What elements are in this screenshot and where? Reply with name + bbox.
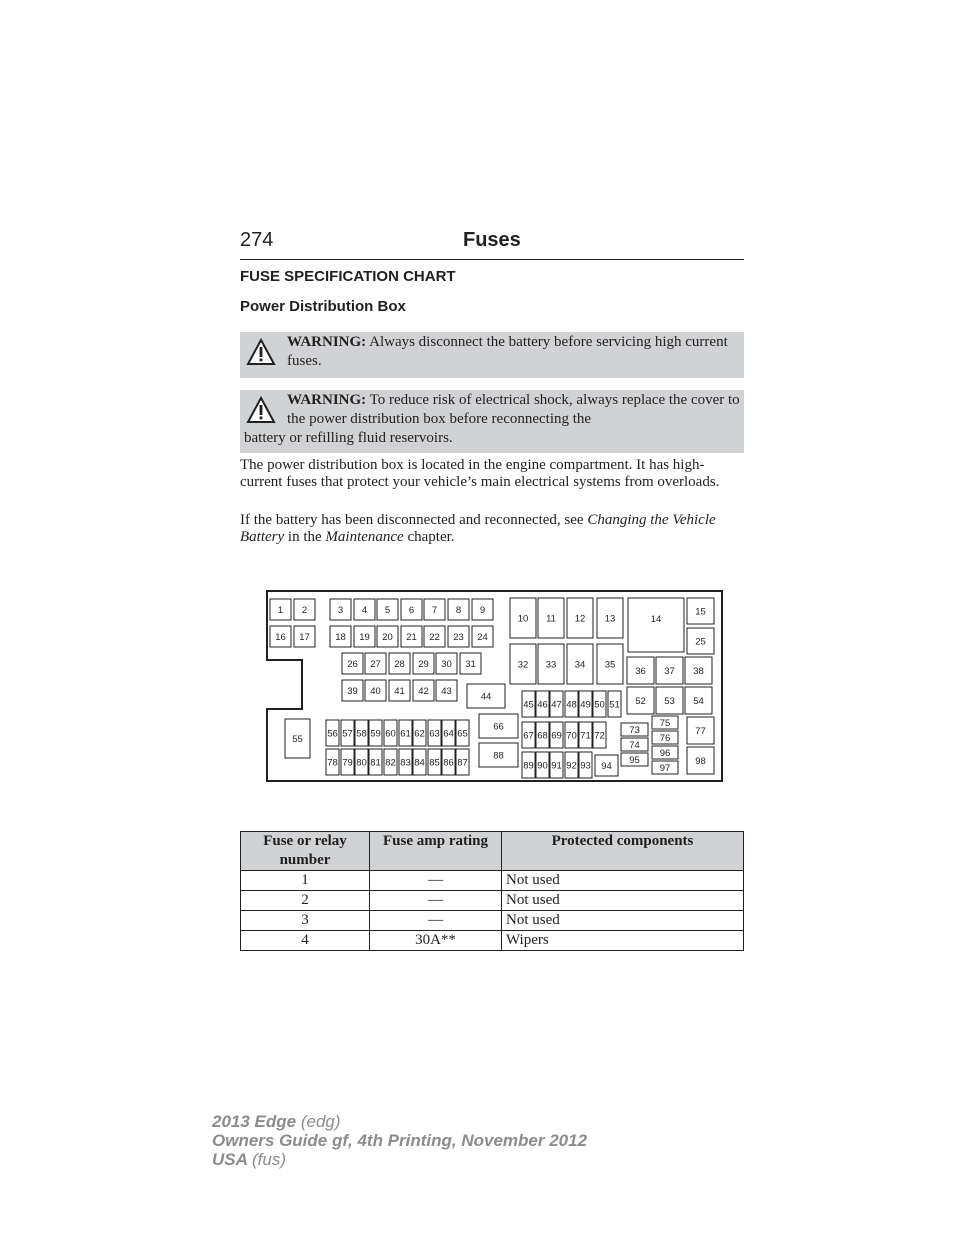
fuse-slot	[628, 598, 684, 652]
fuse-slot-label: 49	[580, 699, 591, 711]
fuse-slot-label: 31	[465, 659, 476, 670]
warning-text	[287, 391, 742, 429]
fuse-slot-label: 3	[337, 605, 344, 616]
fuse-slot-label: 67	[523, 730, 534, 742]
protected-component: Not used	[502, 891, 744, 911]
fuse-slot-label: 1	[277, 605, 284, 616]
fuse-slot-label: 84	[414, 757, 425, 769]
fuse-slot-label: 65	[457, 728, 468, 740]
fuse-slot-label: 39	[347, 686, 358, 697]
fuse-slot-label: 26	[347, 659, 358, 670]
amp-rating: —	[370, 871, 502, 891]
warning-box	[240, 332, 744, 378]
footer	[212, 1112, 587, 1169]
header-divider	[240, 259, 744, 260]
fuse-slot-label: 40	[370, 686, 381, 697]
table-row	[241, 891, 744, 911]
subsection-heading: Power Distribution Box	[240, 298, 406, 315]
warning-message: To reduce risk of electrical shock, always replace the cover to the power distribution box before reconnecting the	[287, 392, 740, 427]
footer-model: 2013 Edge	[212, 1112, 297, 1131]
fuse-slot-label: 79	[342, 757, 353, 769]
warning-triangle-icon	[246, 338, 276, 366]
fuse-slot-label: 9	[479, 605, 486, 616]
fuse-slot-label: 63	[429, 728, 440, 740]
fuse-slot-label: 16	[275, 632, 286, 643]
fuse-slot-label: 8	[455, 605, 462, 616]
cross-reference: Maintenance	[325, 529, 404, 545]
fuse-slot-label: 37	[664, 666, 675, 677]
fuse-slot-label: 86	[443, 757, 454, 769]
section-heading: FUSE SPECIFICATION CHART	[240, 268, 456, 285]
footer-code: (fus)	[252, 1150, 286, 1169]
footer-line	[212, 1150, 587, 1169]
fuse-slot-label: 23	[453, 632, 464, 643]
table-header-row	[241, 832, 744, 871]
fuse-slot-label: 51	[609, 699, 620, 711]
fuse-slot-label: 5	[384, 605, 391, 616]
fuse-slot-label: 41	[394, 686, 405, 697]
page-title: Fuses	[463, 229, 521, 251]
fuse-slot-label: 11	[546, 613, 556, 625]
fuse-slot-label: 77	[695, 726, 706, 737]
table-row	[241, 931, 744, 951]
fuse-slot-label: 25	[695, 636, 706, 648]
footer-region: USA	[212, 1150, 248, 1169]
warning-message: Always disconnect the battery before servicing high current fuses.	[287, 334, 728, 369]
fuse-slot-label: 29	[418, 659, 429, 670]
fuse-slot-label: 19	[359, 632, 370, 643]
fuse-slot-label: 70	[566, 730, 577, 742]
fuse-slot-label: 89	[523, 760, 534, 772]
column-header: Protected components	[502, 832, 744, 871]
fuse-slot-label: 12	[574, 613, 586, 625]
fuse-slot-label: 30	[441, 659, 452, 670]
fuse-slot-label: 36	[635, 666, 646, 677]
fuse-slot-label: 95	[629, 755, 640, 766]
protected-component: Not used	[502, 871, 744, 891]
fuse-slot-label: 55	[292, 734, 303, 745]
warning-message-continuation: battery or refilling fluid reservoirs.	[244, 430, 453, 446]
fuse-slot-label: 33	[545, 659, 557, 671]
fuse-slot-label: 85	[429, 757, 440, 769]
paragraph-text: in the	[284, 529, 326, 545]
fuse-number: 1	[241, 871, 370, 891]
fuse-slot-label: 45	[523, 699, 534, 711]
warning-box	[240, 390, 744, 453]
protected-component: Wipers	[502, 931, 744, 951]
fuse-slot-label: 90	[537, 760, 548, 772]
fuse-slot-label: 59	[370, 728, 381, 740]
fuse-slot-label: 76	[659, 733, 671, 744]
warning-triangle-icon	[246, 396, 276, 424]
fuse-slot-label: 93	[580, 760, 591, 772]
fuse-slot-label: 42	[418, 686, 429, 697]
table-row	[241, 911, 744, 931]
fuse-slot-label: 81	[370, 757, 381, 769]
fuse-slot-label: 82	[385, 757, 396, 769]
fuse-slot-label: 34	[574, 659, 586, 671]
fuse-slot-label: 7	[431, 605, 438, 616]
fuse-slot-label: 54	[693, 696, 704, 707]
fuse-box-diagram	[265, 590, 725, 784]
fuse-slot-label: 6	[408, 605, 415, 616]
protected-component: Not used	[502, 911, 744, 931]
fuse-slot-label: 32	[517, 659, 529, 671]
fuse-slot-label: 18	[335, 632, 346, 643]
fuse-slot-label: 61	[400, 728, 411, 740]
fuse-slot-label: 60	[385, 728, 396, 740]
fuse-slot-label: 28	[394, 659, 405, 670]
amp-rating: 30A**	[370, 931, 502, 951]
fuse-slot-label: 96	[659, 748, 671, 759]
footer-code: (edg)	[300, 1112, 341, 1131]
fuse-slot-label: 38	[693, 666, 704, 677]
fuse-number: 2	[241, 891, 370, 911]
fuse-slot-label: 80	[356, 757, 367, 769]
fuse-spec-table	[240, 831, 744, 951]
fuse-slot-label: 91	[551, 760, 562, 772]
fuse-slot-label: 64	[443, 728, 454, 740]
fuse-slot-label: 53	[664, 696, 675, 707]
fuse-slot-label: 24	[477, 632, 488, 643]
fuse-slot-label: 58	[356, 728, 367, 740]
page-number: 274	[240, 229, 274, 251]
fuse-number: 4	[241, 931, 370, 951]
fuse-slot-label: 88	[493, 750, 504, 762]
fuse-slot-label: 15	[695, 606, 706, 618]
fuse-slot-label: 35	[604, 659, 616, 671]
fuse-slot-label: 75	[659, 718, 671, 729]
fuse-slot-label: 50	[594, 699, 605, 711]
fuse-slot-label: 56	[327, 728, 338, 740]
fuse-slot-label: 87	[457, 757, 468, 769]
warning-label: WARNING:	[287, 392, 367, 408]
paragraph-text: chapter.	[403, 529, 455, 545]
fuse-slot-label: 94	[601, 761, 612, 772]
footer-line: Owners Guide gf, 4th Printing, November 2012	[212, 1131, 588, 1150]
fuse-slot-label: 52	[635, 696, 646, 707]
fuse-slot-label: 71	[580, 730, 591, 742]
fuse-slot-label: 57	[342, 728, 353, 740]
warning-label: WARNING:	[287, 334, 367, 350]
fuse-slot-label: 78	[327, 757, 338, 769]
body-paragraph	[240, 512, 744, 546]
fuse-slot-label: 48	[566, 699, 577, 711]
fuse-slot-label: 66	[493, 721, 504, 733]
fuse-number: 3	[241, 911, 370, 931]
fuse-slot-label: 68	[537, 730, 548, 742]
amp-rating: —	[370, 891, 502, 911]
fuse-slot-label: 20	[382, 632, 393, 643]
fuse-slot-label: 27	[370, 659, 381, 670]
fuse-slot-label: 62	[414, 728, 425, 740]
body-paragraph: The power distribution box is located in the engine compartment. It has high-current fuses that protect your vehicle’s main electrical systems from overloads.	[240, 457, 720, 490]
fuse-slot-label: 73	[629, 725, 640, 736]
fuse-slot-label: 2	[301, 605, 308, 616]
amp-rating: —	[370, 911, 502, 931]
fuse-slot-label: 14	[650, 614, 662, 625]
cross-reference: Changing the Vehicle Battery	[240, 512, 716, 545]
fuse-slot-label: 74	[629, 740, 640, 751]
fuse-slot-label: 97	[659, 763, 671, 774]
fuse-slot-label: 17	[299, 632, 310, 643]
fuse-slot-label: 4	[361, 605, 368, 616]
fuse-slot-label: 98	[695, 756, 706, 767]
fuse-slot-label: 72	[594, 730, 605, 742]
column-header: Fuse or relay number	[241, 832, 370, 871]
fuse-slot-label: 10	[517, 613, 529, 625]
fuse-slot-label: 83	[400, 757, 411, 769]
fuse-slot-label: 43	[441, 686, 452, 697]
fuse-slot-label: 44	[480, 691, 492, 703]
warning-text	[287, 333, 739, 371]
column-header: Fuse amp rating	[370, 832, 502, 871]
fuse-slot-label: 92	[566, 760, 577, 772]
fuse-slot-label: 21	[406, 632, 417, 643]
footer-line	[212, 1112, 587, 1131]
table-row	[241, 871, 744, 891]
fuse-slot-label: 46	[537, 699, 548, 711]
fuse-slot-label: 13	[604, 613, 616, 625]
fuse-slot-label: 47	[551, 699, 562, 711]
fuse-slot-label: 22	[429, 632, 440, 643]
fuse-slot-label: 69	[551, 730, 562, 742]
paragraph-text: If the battery has been disconnected and reconnected, see	[240, 512, 588, 528]
